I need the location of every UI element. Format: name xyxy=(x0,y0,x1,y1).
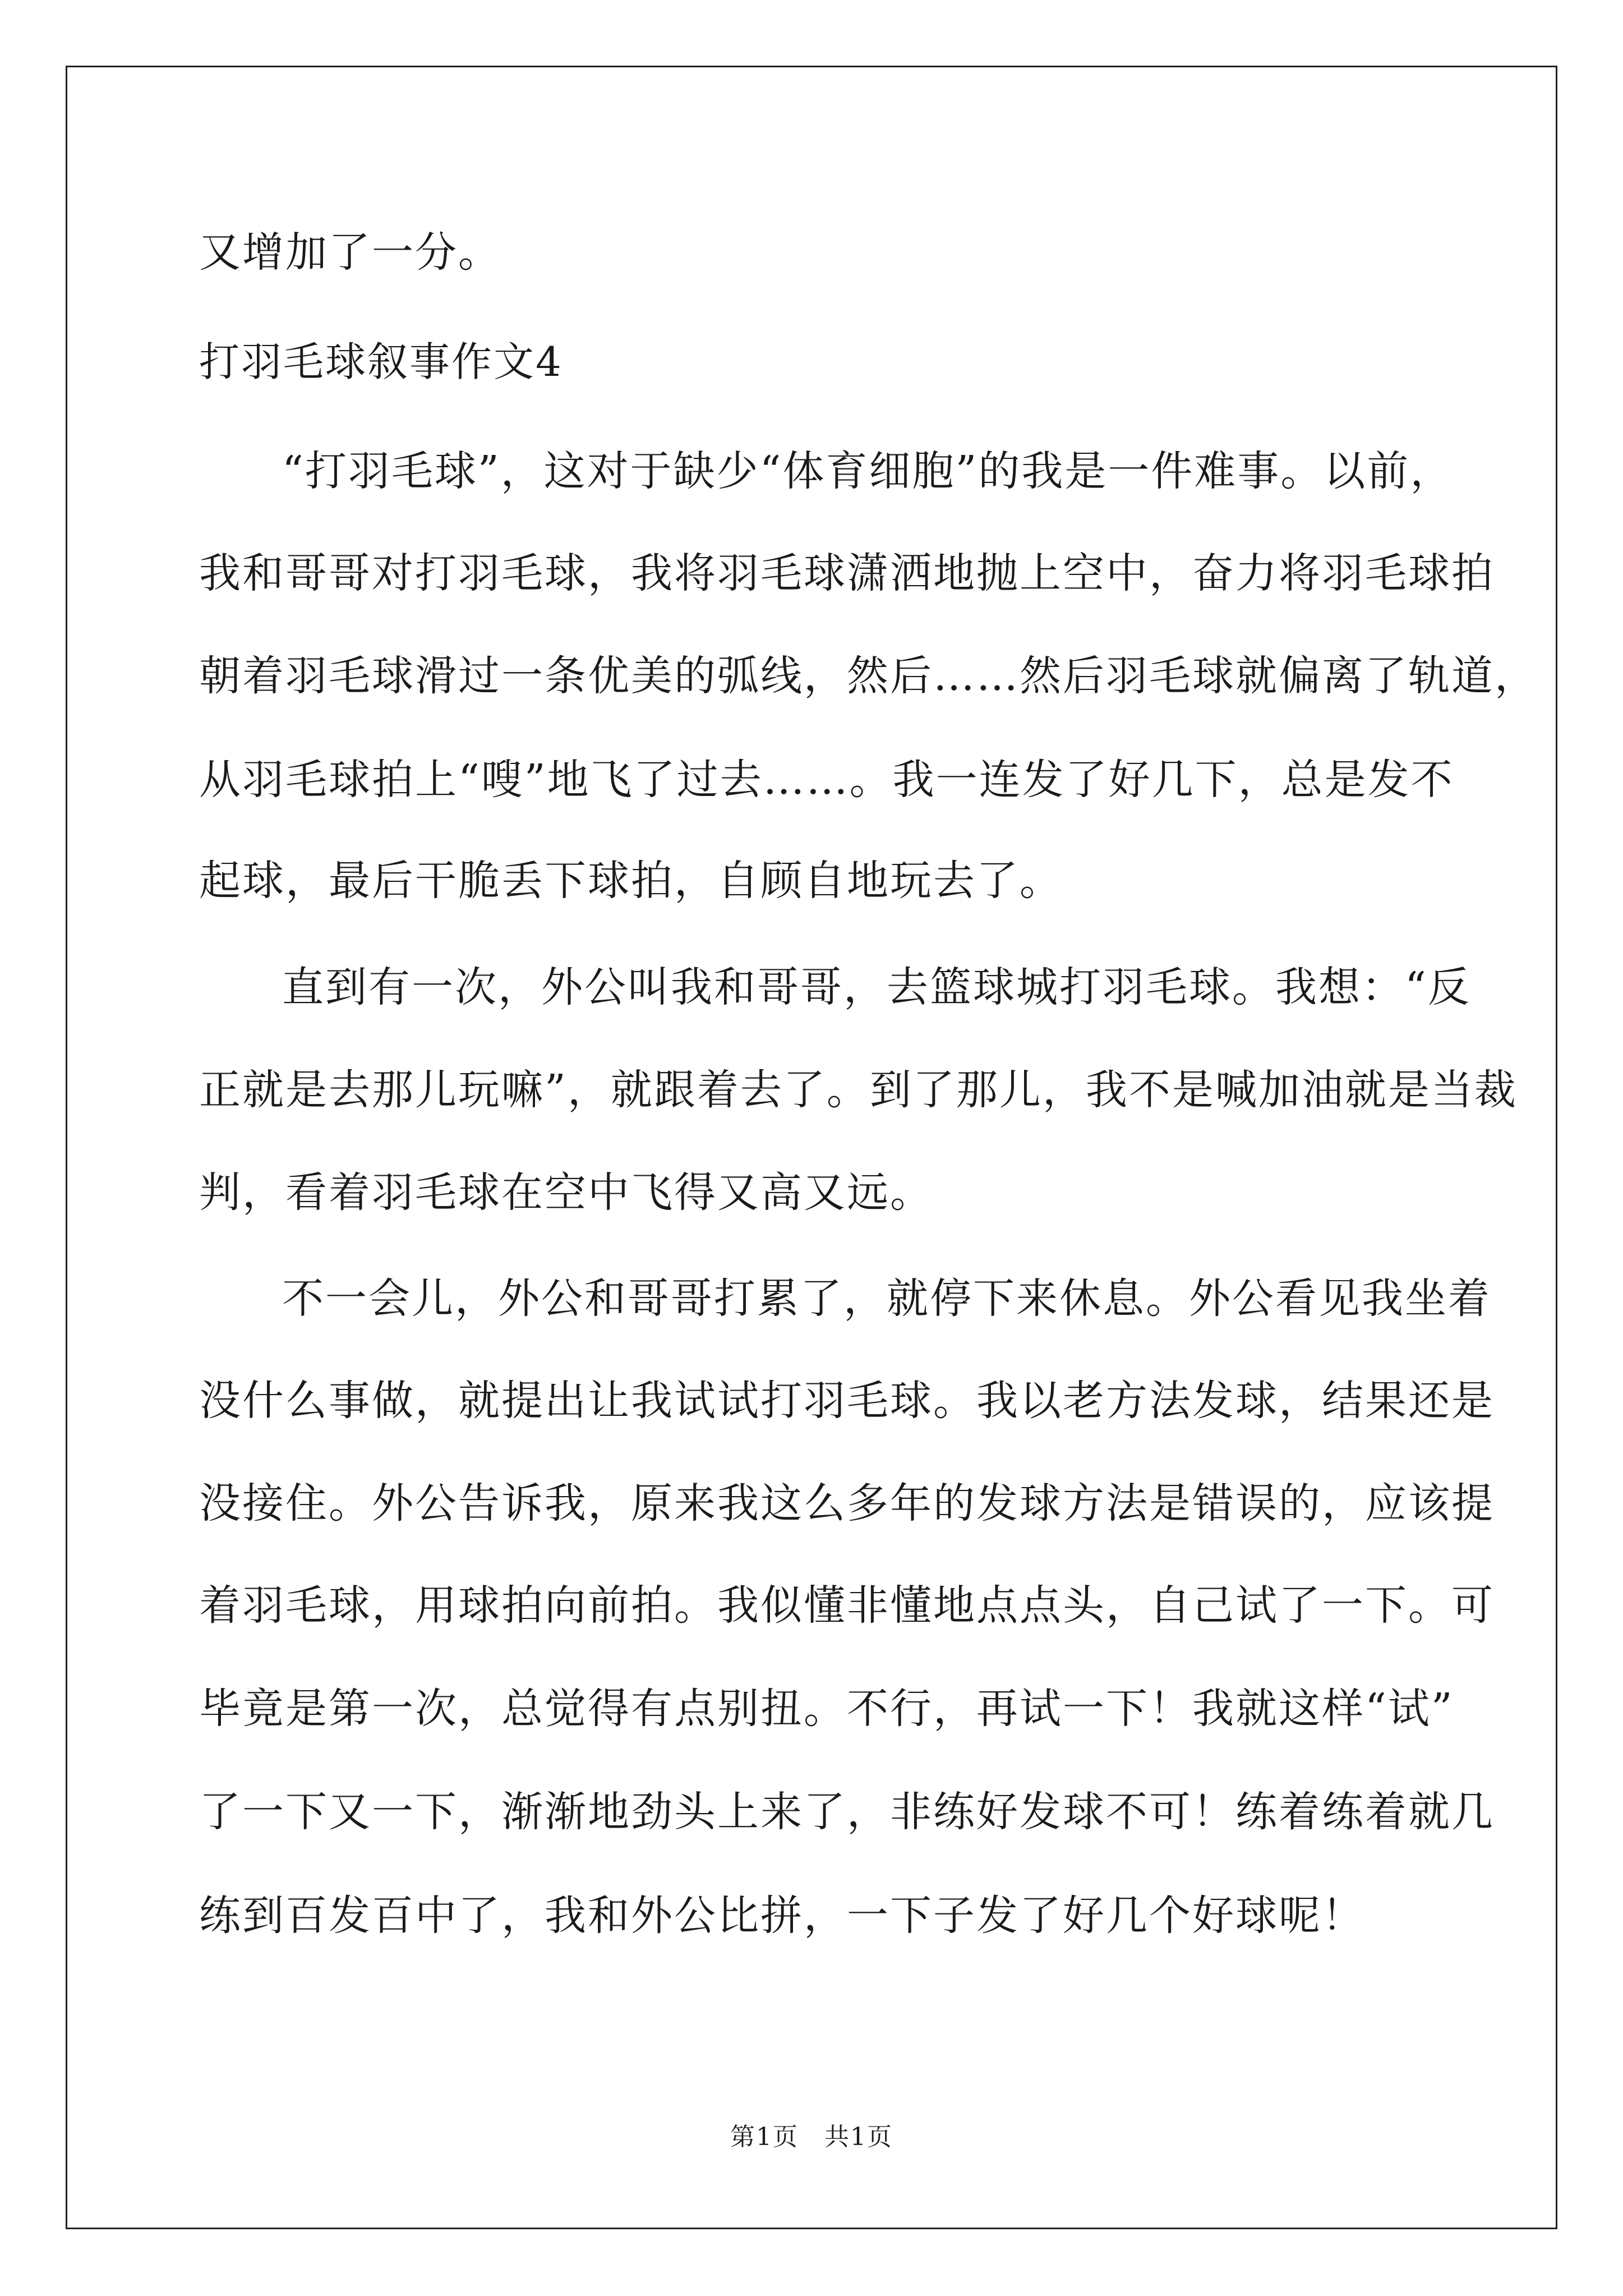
paragraph-line: 了一下又一下，渐渐地劲头上来了，非练好发球不可！练着练着就几 xyxy=(199,1788,1495,1836)
paragraph-line: “打羽毛球”，这对于缺少“体育细胞”的我是一件难事。以前， xyxy=(282,447,1454,495)
carryover-line: 又增加了一分。 xyxy=(199,228,501,277)
paragraph-line: 着羽毛球，用球拍向前拍。我似懂非懂地点点头，自己试了一下。可 xyxy=(199,1581,1495,1630)
paragraph-line: 不一会儿，外公和哥哥打累了，就停下来休息。外公看见我坐着 xyxy=(282,1274,1491,1323)
page-number: 第1页 共1页 xyxy=(730,2123,893,2151)
paragraph-line: 毕竟是第一次，总觉得有点别扭。不行，再试一下！我就这样“试” xyxy=(199,1685,1454,1733)
paragraph-line: 没接住。外公告诉我，原来我这么多年的发球方法是错误的，应该提 xyxy=(199,1479,1495,1527)
paragraph-line: 从羽毛球拍上“嗖”地飞了过去……。我一连发了好几下，总是发不 xyxy=(199,756,1454,804)
paragraph-line: 我和哥哥对打羽毛球，我将羽毛球潇洒地抛上空中，奋力将羽毛球拍 xyxy=(199,549,1495,597)
paragraph-line: 练到百发百中了，我和外公比拼，一下子发了好几个好球呢！ xyxy=(199,1892,1365,1940)
paragraph-line: 起球，最后干脆丢下球拍，自顾自地玩去了。 xyxy=(199,857,1063,905)
paragraph-line: 没什么事做，就提出让我试试打羽毛球。我以老方法发球，结果还是 xyxy=(199,1377,1495,1425)
paragraph-line: 朝着羽毛球滑过一条优美的弧线，然后……然后羽毛球就偏离了轨道， xyxy=(199,652,1538,700)
paragraph-line: 判，看着羽毛球在空中飞得又高又远。 xyxy=(199,1168,933,1217)
paragraph-line: 直到有一次，外公叫我和哥哥，去篮球城打羽毛球。我想：“反 xyxy=(282,963,1471,1011)
section-heading: 打羽毛球叙事作文4 xyxy=(199,338,563,385)
paragraph-line: 正就是去那儿玩嘛”，就跟着去了。到了那儿，我不是喊加油就是当裁 xyxy=(199,1066,1518,1114)
